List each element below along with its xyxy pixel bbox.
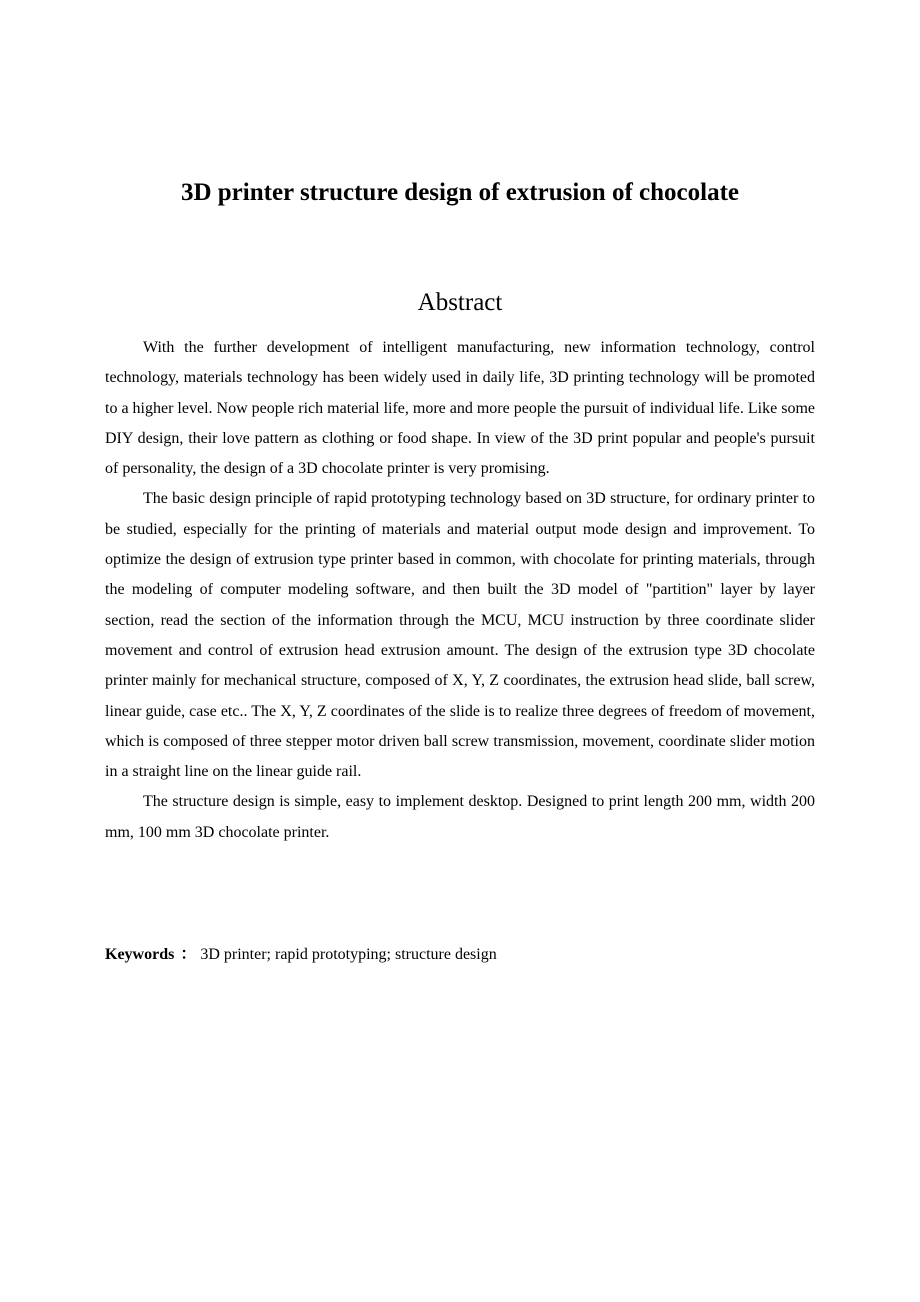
- abstract-paragraph-2: The basic design principle of rapid prototyping technology based on 3D structure, for ordinary printer to be studied, especially for the printing of materials and material output mode design and improvement. To optimize the design of extrusion type printer based in common, with chocolate for printing materials, through the modeling of computer modeling software, and then built the 3D model of "partition" layer by layer section, read the section of the information through the MCU, MCU instruction by three coordinate slider movement and control of extrusion head extrusion amount. The design of the extrusion type 3D chocolate printer mainly for mechanical structure, composed of X, Y, Z coordinates, the extrusion head slide, ball screw, linear guide, case etc.. The X, Y, Z coordinates of the slide is to realize three degrees of freedom of movement, which is composed of three stepper motor driven ball screw transmission, movement, coordinate slider motion in a straight line on the linear guide rail.: [105, 490, 815, 781]
- keywords-separator: ：: [180, 946, 197, 963]
- keywords-line: [105, 940, 815, 970]
- keywords-label: Keywords: [105, 946, 175, 963]
- abstract-body: [105, 333, 815, 848]
- keywords-text: 3D printer; rapid prototyping; structure design: [200, 946, 497, 963]
- abstract-paragraph-3: The structure design is simple, easy to implement desktop. Designed to print length 200 mm, width 200 mm, 100 mm 3D chocolate printer.: [105, 793, 815, 841]
- paper-title: 3D printer structure design of extrusion of chocolate: [180, 179, 740, 206]
- abstract-paragraph-1: With the further development of intelligent manufacturing, new information technology, control technology, materials technology has been widely used in daily life, 3D printing technology will be promoted to a higher level. Now people rich material life, more and more people the pursuit of individual life. Like some DIY design, their love pattern as clothing or food shape. In view of the 3D print popular and people's pursuit of personality, the design of a 3D chocolate printer is very promising.: [105, 339, 815, 478]
- abstract-heading: Abstract: [417, 289, 503, 316]
